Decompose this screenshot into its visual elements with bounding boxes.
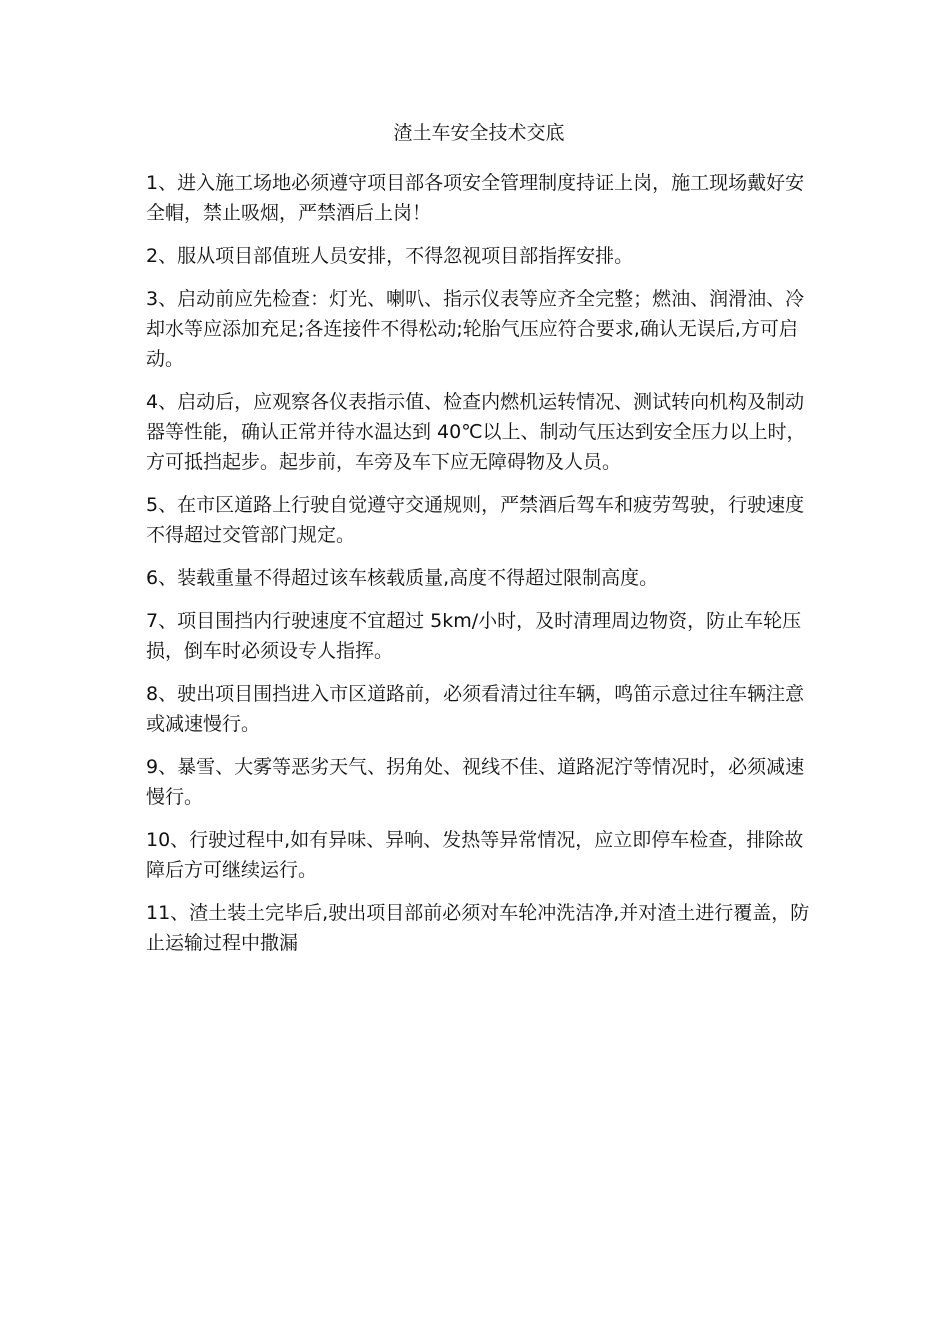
clause-9: 9、暴雪、大雾等恶劣天气、拐角处、视线不佳、道路泥泞等情况时，必须减速慢行。: [146, 756, 805, 808]
document-title: 渣土车安全技术交底: [393, 122, 565, 144]
clause-10: 10、行驶过程中,如有异味、异响、发热等异常情况，应立即停车检查，排除故障后方可继续运行。: [146, 829, 804, 881]
clause-3: 3、启动前应先检查：灯光、喇叭、指示仪表等应齐全完整；燃油、润滑油、冷却水等应添加充足;各连接件不得松动;轮胎气压应符合要求,确认无误后,方可启动。: [146, 288, 805, 370]
clause-11: 11、渣土装土完毕后,驶出项目部前必须对车轮冲洗洁净,并对渣土进行覆盖，防止运输过程中撒漏: [146, 902, 810, 954]
document-body: [146, 118, 812, 971]
clause-5: 5、在市区道路上行驶自觉遵守交通规则，严禁酒后驾车和疲劳驾驶，行驶速度不得超过交管部门规定。: [146, 494, 805, 546]
clause-6: 6、装载重量不得超过该车核载质量,高度不得超过限制高度。: [146, 567, 659, 589]
clause-8: 8、驶出项目围挡进入市区道路前，必须看清过往车辆，鸣笛示意过往车辆注意或减速慢行。: [146, 683, 805, 735]
clause-7: 7、项目围挡内行驶速度不宜超过 5km/小时，及时清理周边物资，防止车轮压损，倒车时必须设专人指挥。: [146, 610, 802, 662]
clause-4: 4、启动后，应观察各仪表指示值、检查内燃机运转情况、测试转向机构及制动器等性能，确认正常并待水温达到 40℃以上、制动气压达到安全压力以上时，方可抵挡起步。起步前，车旁及车下应无障碍物及人员。: [146, 391, 806, 473]
clause-2: 2、服从项目部值班人员安排，不得忽视项目部指挥安排。: [146, 245, 634, 267]
clause-1: 1、进入施工场地必须遵守项目部各项安全管理制度持证上岗，施工现场戴好安全帽，禁止吸烟，严禁酒后上岗！: [146, 172, 805, 224]
